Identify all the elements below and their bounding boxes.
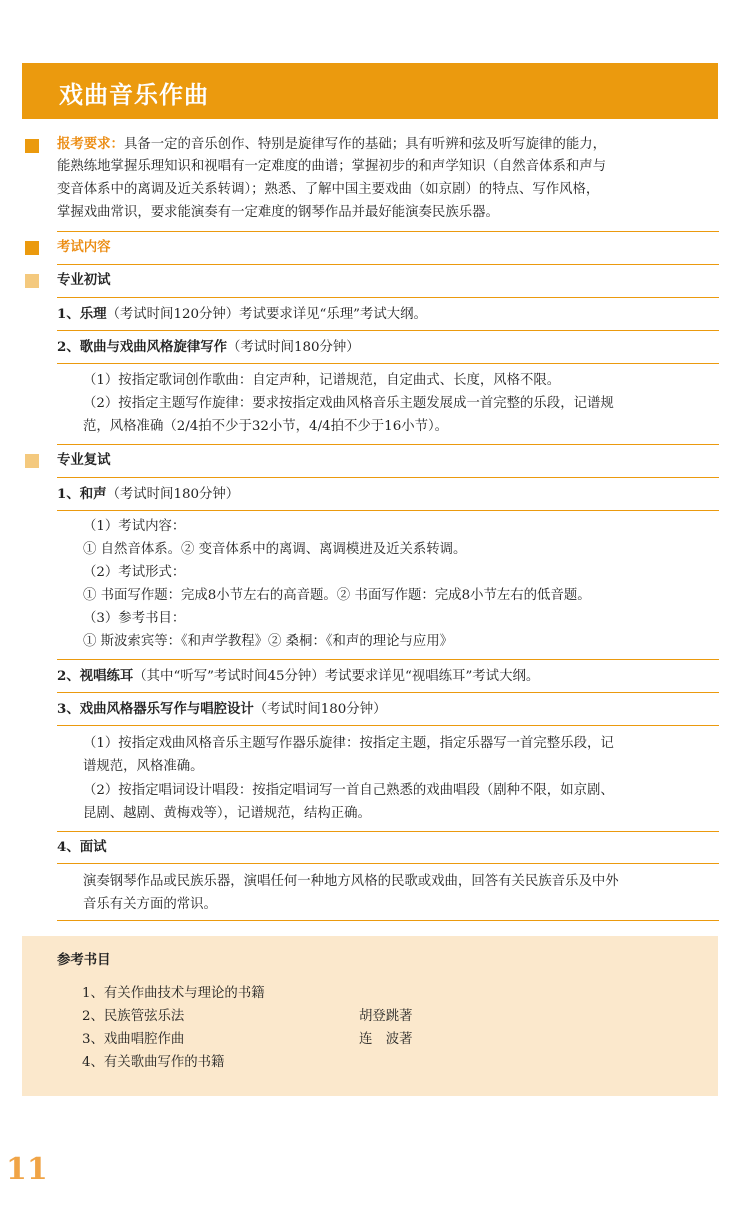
item-line: ① 斯波索宾等：《和声学教程》② 桑桐：《和声的理论与应用》	[83, 634, 454, 649]
item-line: 演奏钢琴作品或民族乐器，演唱任何一种地方风格的民歌或戏曲，回答有关民族音乐及中外	[83, 874, 619, 889]
section-label-prelim: 专业初试	[57, 272, 111, 288]
retest-item-1	[57, 484, 239, 505]
item-title: 1、乐理	[57, 306, 107, 322]
divider	[57, 831, 719, 832]
item-title: 3、戏曲风格器乐写作与唱腔设计	[57, 701, 254, 717]
divider	[57, 692, 719, 693]
retest-item-2	[57, 666, 539, 687]
item-line: （1）按指定歌词创作歌曲：自定声种，记谱规范，自定曲式、长度，风格不限。	[83, 373, 561, 388]
bullet-square	[25, 241, 39, 255]
references-title: 参考书目	[57, 952, 111, 968]
retest-item-4: 4、面试	[57, 839, 107, 855]
reference-author: 连 波著	[359, 1032, 413, 1047]
item-line: 音乐有关方面的常识。	[83, 897, 217, 912]
requirement-line	[57, 134, 606, 155]
bullet-square	[25, 454, 39, 468]
item-line: 范，风格准确（2/4拍不少于32小节，4/4拍不少于16小节）。	[83, 419, 449, 434]
divider	[57, 363, 719, 364]
requirement-line: 变音体系中的离调及近关系转调）；熟悉、了解中国主要戏曲（如京剧）的特点、写作风格，	[57, 182, 600, 197]
divider	[57, 231, 719, 232]
divider	[57, 659, 719, 660]
divider	[57, 444, 719, 445]
divider	[57, 330, 719, 331]
item-line: 谱规范，风格准确。	[83, 759, 204, 774]
item-detail: （考试时间180分钟）	[227, 340, 360, 355]
requirement-label: 报考要求：	[57, 136, 124, 152]
requirement-line: 掌握戏曲常识，要求能演奏有一定难度的钢琴作品并最好能演奏民族乐器。	[57, 205, 499, 220]
reference-item: 4、有关歌曲写作的书籍	[82, 1055, 225, 1070]
prelim-item-2	[57, 337, 360, 358]
reference-item: 2、民族管弦乐法	[82, 1009, 185, 1024]
item-detail: （其中“听写”考试时间45分钟）考试要求详见“视唱练耳”考试大纲。	[133, 669, 540, 684]
item-title: 1、和声	[57, 486, 107, 502]
references-box	[22, 936, 718, 1096]
bullet-square	[25, 139, 39, 153]
item-line: （1）考试内容：	[83, 519, 186, 534]
item-line: （1）按指定戏曲风格音乐主题写作器乐旋律：按指定主题，指定乐器写一首完整乐段，记	[83, 736, 614, 751]
item-line: ① 书面写作题：完成8小节左右的高音题。② 书面写作题：完成8小节左右的低音题。	[83, 588, 591, 603]
requirement-line: 能熟练地掌握乐理知识和视唱有一定难度的曲谱；掌握初步的和声学知识（自然音体系和声与	[57, 159, 607, 174]
item-detail: （考试时间180分钟）	[253, 702, 387, 717]
section-label-retest: 专业复试	[57, 452, 111, 468]
item-detail: （考试时间180分钟）	[106, 487, 240, 502]
reference-author: 胡登跳著	[359, 1009, 413, 1024]
divider	[57, 264, 719, 265]
retest-item-3	[57, 699, 386, 720]
requirement-text: 具备一定的音乐创作、特别是旋律写作的基础；具有听辨和弦及听写旋律的能力，	[123, 137, 607, 152]
divider	[57, 863, 719, 864]
item-line: （3）参考书目：	[83, 611, 186, 626]
bullet-square	[25, 274, 39, 288]
prelim-item-1	[57, 304, 427, 325]
divider	[57, 477, 719, 478]
section-header	[22, 63, 718, 119]
item-detail: （考试时间120分钟）考试要求详见“乐理”考试大纲。	[106, 307, 427, 322]
item-line: （2）按指定唱词设计唱段：按指定唱词写一首自己熟悉的戏曲唱段（剧种不限，如京剧、	[83, 783, 614, 798]
divider	[57, 725, 719, 726]
reference-item: 1、有关作曲技术与理论的书籍	[82, 986, 265, 1001]
page-title: 戏曲音乐作曲	[59, 81, 209, 109]
page-number: 11	[6, 1152, 48, 1187]
item-line: ① 自然音体系。② 变音体系中的离调、离调模进及近关系转调。	[83, 542, 467, 557]
divider	[57, 920, 719, 921]
divider	[57, 510, 719, 511]
item-line: （2）考试形式：	[83, 565, 186, 580]
item-line: 昆剧、越剧、黄梅戏等），记谱规范，结构正确。	[83, 806, 371, 821]
item-line: （2）按指定主题写作旋律：要求按指定戏曲风格音乐主题发展成一首完整的乐段，记谱规	[83, 396, 614, 411]
item-title: 2、歌曲与戏曲风格旋律写作	[57, 339, 228, 355]
reference-item: 3、戏曲唱腔作曲	[82, 1032, 185, 1047]
divider	[57, 297, 719, 298]
item-title: 2、视唱练耳	[57, 668, 134, 684]
section-label-exam-content: 考试内容	[57, 239, 111, 255]
